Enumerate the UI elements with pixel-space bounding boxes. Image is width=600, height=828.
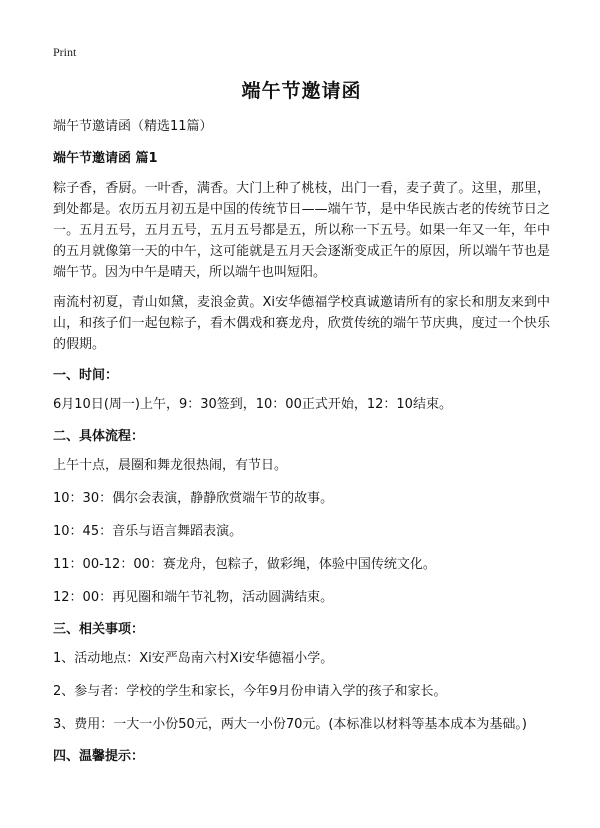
section-process-heading: 二、具体流程： [53, 429, 145, 444]
notes-item: 3、费用：一大一小份50元，两大一小份70元。(本标准以材料等基本成本为基础。) [53, 717, 527, 732]
print-link[interactable]: Print [53, 45, 77, 59]
article-title: 端午节邀请函 篇1 [53, 151, 158, 166]
process-item: 上午十点，晨圈和舞龙很热闹，有节日。 [53, 458, 288, 473]
intro-paragraph: 粽子香，香厨。一叶香，满香。大门上种了桃枝，出门一看，麦子黄了。这里，那里，到处都是。农历五月初五是中国的传统节日——端午节，是中华民族古老的传统节日之一。五月五号，五月五号，五月五号都是五，所以称一下五号。如果一年又一年，年中的五月就像第一天的中午，这可能就是五月天会逐渐变成正午的原因，所以端午节也是端午节。因为中午是晴天，所以端午也叫短阳。 [53, 181, 550, 280]
section-time-heading: 一、时间： [53, 368, 119, 383]
process-item: 10：30：偶尔会表演，静静欣赏端午节的故事。 [53, 491, 334, 506]
process-item: 11：00-12：00：赛龙舟，包粽子，做彩绳，体验中国传统文化。 [53, 557, 436, 572]
intro-paragraph: 南流村初夏，青山如黛，麦浪金黄。Xi安华德福学校真诚邀请所有的家长和朋友来到中山，和孩子们一起包粽子，看木偶戏和赛龙舟，欣赏传统的端午节庆典，度过一个快乐的假期。 [53, 295, 550, 352]
section-time-text: 6月10日(周一)上午，9：30签到，10：00正式开始，12：10结束。 [53, 397, 452, 412]
page-title: 端午节邀请函 [241, 80, 362, 102]
process-item: 10：45：音乐与语言舞蹈表演。 [53, 524, 243, 539]
section-tips-heading: 四、温馨提示： [53, 749, 145, 764]
process-item: 12：00：再见圈和端午节礼物，活动圆满结束。 [53, 590, 334, 605]
notes-item: 2、参与者：学校的学生和家长，今年9月份申请入学的孩子和家长。 [53, 684, 447, 699]
document-subtitle: 端午节邀请函（精选11篇） [53, 119, 213, 134]
section-notes-heading: 三、相关事项： [53, 622, 145, 637]
notes-item: 1、活动地点：Xi安严岛南六村Xi安华德福小学。 [53, 651, 334, 666]
